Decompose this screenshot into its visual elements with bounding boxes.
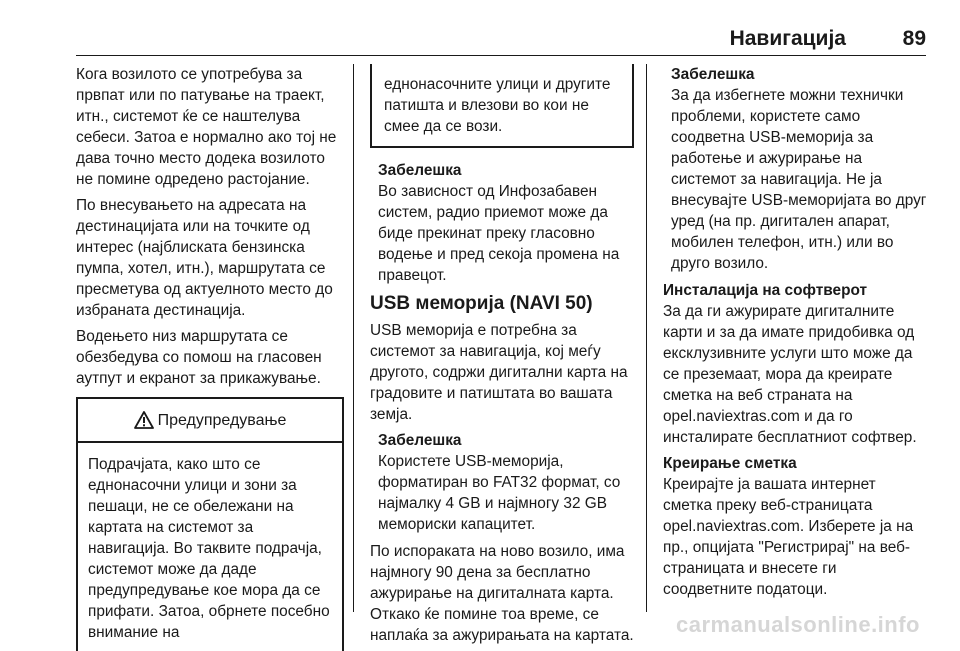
note-label: Забелешка bbox=[378, 432, 462, 449]
warning-header bbox=[78, 399, 342, 443]
paragraph: По испораката на ново возило, има најмногу 90 дена за бесплатно ажурирање на дигиталната карта. Откако ќе помине тоа време, се наплаќа за ажурирањата на картата. bbox=[370, 543, 634, 644]
column-2 bbox=[370, 64, 634, 651]
section-heading: USB меморија (NAVI 50) bbox=[370, 293, 593, 314]
note-block bbox=[370, 160, 634, 286]
warning-triangle-icon bbox=[134, 411, 154, 429]
note-text: Во зависност од Инфозабавен систем, радио приемот може да биде прекинат преку гласовно водење и пред секоја промена на правецот. bbox=[378, 183, 620, 284]
warning-title: Предупредување bbox=[157, 411, 287, 429]
note-label: Забелешка bbox=[671, 66, 755, 83]
note-text: Користете USB-меморија, форматиран во FAT32 формат, со најмалку 4 GB и најмногу 32 GB мемориски капацитет. bbox=[378, 453, 621, 533]
paragraph: Кога возилото се употребува за првпат или по патување на траект, итн., системот ќе се наштелува себеси. Затоа е нормално ако тој не дава точно место додека возилото не помине одредено растојание. bbox=[76, 66, 337, 188]
page-number: 89 bbox=[902, 27, 926, 50]
paragraph: Креирајте ја вашата интернет сметка преку веб-страницата opel.naviextras.com. Изберете ја на пр., опцијата "Регистрирај" на веб-страницата и внесете ги соодветните податоци. bbox=[663, 476, 914, 598]
column-3 bbox=[663, 64, 928, 605]
note-text: За да избегнете можни технички проблеми, користете само соодветна USB-меморија за работење и ажурирање на системот за навигација. Не ја внесувајте USB-меморијата во друг уред (на пр. дигитален апарат, мобилен телефон, итн.) или во друго возило. bbox=[671, 87, 927, 272]
paragraph: За да ги ажурирате дигиталните карти и за да имате придобивка од ексклузивните услуги што може да се преземаат, мора да креирате сметка на веб страната на opel.naviextras.com и да го инсталирате бесплатниот софтвер. bbox=[663, 303, 917, 446]
subheading: Инсталација на софтверот bbox=[663, 282, 868, 299]
warning-box-continued: еднонасочните улици и другите патишта и влезови во кои не смее да се вози. bbox=[370, 64, 634, 148]
note-label: Забелешка bbox=[378, 162, 462, 179]
warning-body: Подрачјата, како што се еднонасочни улици и зони за пешаци, не се обележани на картата на системот за навигација. Во таквите подрачја, системот може да даде предупредување кое мора да се прифати. Затоа, обрнете посебно внимание на bbox=[88, 456, 330, 641]
warning-box bbox=[76, 397, 344, 651]
paragraph: USB меморија е потребна за системот за навигација, кој меѓу другото, содржи дигитални карта на градовите и патиштата во вашата земја. bbox=[370, 322, 628, 423]
column-divider-2 bbox=[646, 64, 647, 612]
note-block bbox=[663, 64, 928, 274]
column-divider-1 bbox=[353, 64, 354, 612]
watermark: carmanualsonline.info bbox=[676, 612, 920, 637]
subheading: Креирање сметка bbox=[663, 455, 797, 472]
note-block bbox=[370, 430, 634, 535]
page-header-title: Навигација bbox=[729, 27, 846, 50]
header-rule bbox=[76, 55, 926, 56]
column-1 bbox=[76, 64, 344, 651]
paragraph: Водењето низ маршрутата се обезбедува со помош на гласовен аутпут и екранот за прикажување. bbox=[76, 328, 322, 387]
paragraph: По внесувањето на адресата на дестинацијата или на точките од интерес (најблиската бензинска пумпа, хотел, итн.), маршрутата се пресметува од актуелното место до избраната дестинација. bbox=[76, 197, 333, 319]
